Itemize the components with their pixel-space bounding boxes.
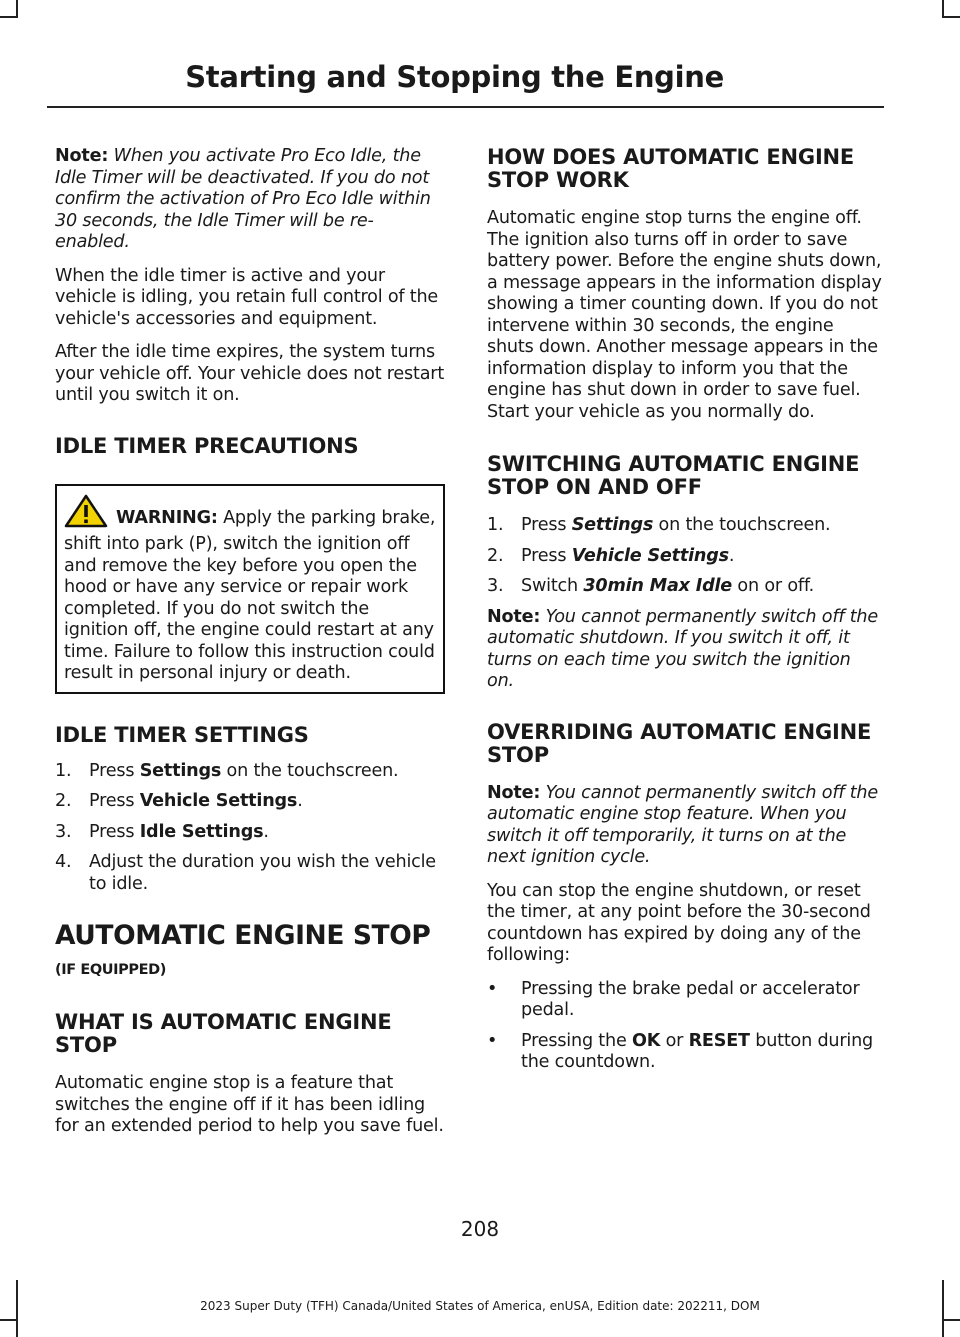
right-column xyxy=(487,146,882,1083)
warning-box xyxy=(55,484,445,694)
list-item: 3. Press Idle Settings. xyxy=(55,821,269,842)
page-number: 208 xyxy=(460,1217,500,1241)
edition-footer: 2023 Super Duty (TFH) Canada/United States of America, enUSA, Edition date: 202211, DOM xyxy=(200,1299,760,1313)
paragraph: Automatic engine stop is a feature that switches the engine off if it has been idling for an extended period to help you save fuel. xyxy=(55,1073,444,1136)
list-item: 2. Press Vehicle Settings. xyxy=(487,545,735,566)
paragraph: You can stop the engine shutdown, or reset the timer, at any point before the 30-second countdown has expired by doing any of the following: xyxy=(487,880,871,965)
section-heading: OVERRIDING AUTOMATIC ENGINE STOP xyxy=(487,719,872,767)
warning-text: Apply the parking brake, shift into park (P), switch the ignition off and remove the key before you open the hood or have any service or repair work completed. If you do not switch the ignition off, the engine could restart at any time. Failure to follow this instruction could result in personal injury or death. xyxy=(64,507,436,683)
list-item: 3. Switch 30min Max Idle on or off. xyxy=(487,576,814,596)
note-text: You cannot permanently switch off the automatic shutdown. If you switch it off, it turns on each time you switch the ignition on. xyxy=(487,606,878,691)
note-text: You cannot permanently switch off the automatic engine stop feature. When you switch it off temporarily, it turns on at the next ignition cycle. xyxy=(487,782,878,867)
override-options-list xyxy=(487,979,882,1074)
header-rule xyxy=(47,106,884,108)
section-heading: IDLE TIMER PRECAUTIONS xyxy=(55,433,359,458)
left-column xyxy=(55,146,445,1150)
heading-suffix: (IF EQUIPPED) xyxy=(55,962,166,978)
auto-stop-steps xyxy=(487,515,882,598)
crop-mark xyxy=(942,16,960,18)
section-heading: SWITCHING AUTOMATIC ENGINE STOP ON AND OFF xyxy=(487,452,860,499)
crop-mark xyxy=(0,16,18,18)
note-label: Note: xyxy=(487,606,541,627)
list-item: • Pressing the brake pedal or accelerator pedal. xyxy=(487,978,860,1020)
note-pro-eco-idle xyxy=(55,146,445,254)
note-automatic-shutdown xyxy=(487,607,882,693)
list-item: • Pressing the OK or RESET button during the countdown. xyxy=(487,1030,874,1072)
list-item: 4. Adjust the duration you wish the vehicle to idle. xyxy=(55,852,436,894)
warning-triangle-icon xyxy=(64,494,116,535)
note-label: Note: xyxy=(487,782,541,803)
paragraph: Automatic engine stop turns the engine off. The ignition also turns off in order to save battery power. Before the engine shuts down, a message appears in the information display showing a timer counting down. If you do not intervene within 30 seconds, the engine shuts down. Another message appears in the information display to inform you that the engine has shut down in order to save fuel. Start your vehicle as you normally do. xyxy=(487,208,882,422)
list-item: 1. Press Settings on the touchscreen. xyxy=(487,515,831,535)
list-item: 2. Press Vehicle Settings. xyxy=(55,791,303,811)
note-text: When you activate Pro Eco Idle, the Idle Timer will be deactivated. If you do not confirm the activation of Pro Eco Idle within 30 seconds, the Idle Timer will be re-enabled. xyxy=(55,146,431,252)
paragraph: When the idle timer is active and your vehicle is idling, you retain full control of the vehicle's accessories and equipment. xyxy=(55,265,439,329)
section-heading: IDLE TIMER SETTINGS xyxy=(55,722,309,747)
warning-label: WARNING: xyxy=(116,507,218,528)
chapter-heading: AUTOMATIC ENGINE STOP (IF EQUIPPED) xyxy=(55,920,431,978)
paragraph: After the idle time expires, the system turns your vehicle off. Your vehicle does not restart until you switch it on. xyxy=(55,342,445,405)
crop-mark xyxy=(0,1319,18,1321)
section-heading: WHAT IS AUTOMATIC ENGINE STOP xyxy=(55,1010,392,1057)
list-item: 1. Press Settings on the touchscreen. xyxy=(55,760,399,781)
page-title: Starting and Stopping the Engine xyxy=(185,60,724,94)
crop-mark xyxy=(942,1319,960,1321)
section-heading: HOW DOES AUTOMATIC ENGINE STOP WORK xyxy=(487,145,855,192)
idle-settings-steps xyxy=(55,761,445,896)
note-engine-stop-feature xyxy=(487,783,882,869)
note-label: Note: xyxy=(55,146,109,166)
